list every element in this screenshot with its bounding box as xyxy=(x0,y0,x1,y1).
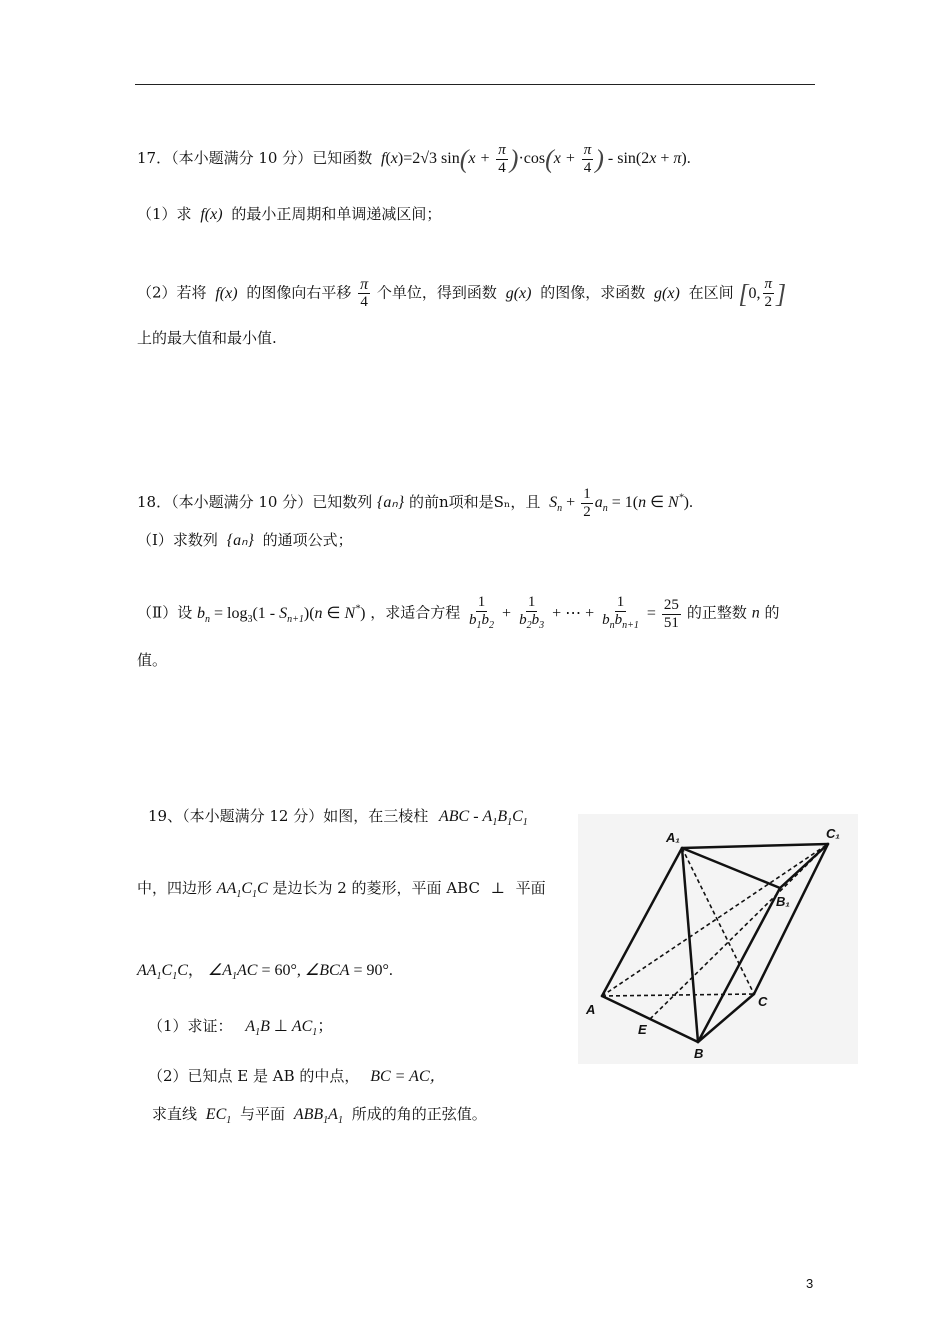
label-c1: C₁ xyxy=(826,826,840,841)
q17-interval: [0, $\frac{\pi}{2}$ ] xyxy=(738,276,787,311)
label-b1: B₁ xyxy=(776,894,790,909)
q17-part2 xyxy=(137,276,786,311)
q19-p1-math: $A_1B$ ⊥ $AC_1$； xyxy=(245,1018,334,1039)
prism-figure xyxy=(578,814,858,1064)
q18-mid: 的前n项和是Sₙ，且 xyxy=(408,493,541,512)
q17-p1-pre: （1）求 xyxy=(137,205,192,223)
q17-shift-fraction: $\frac{\pi}{4}$ xyxy=(360,276,369,310)
q17-part1 xyxy=(137,204,441,225)
q17-head xyxy=(137,142,691,177)
q19-part2 xyxy=(148,1066,446,1087)
label-e: E xyxy=(638,1022,647,1037)
q19-line2 xyxy=(137,878,546,905)
q19-p2-math: BC = AC， xyxy=(370,1068,446,1085)
q19-l2-post: 平面 xyxy=(515,879,546,897)
q19-p1-pre: （1）求证： xyxy=(148,1017,233,1035)
label-b: B xyxy=(694,1046,704,1061)
q17-part2-tail xyxy=(137,328,277,348)
q19-p3-plane: $ABB_1A_1$ xyxy=(293,1106,343,1127)
q19-p3-ec: $EC_1$ xyxy=(205,1106,232,1127)
q19-quad: $AA_1C_1C$ xyxy=(216,880,268,901)
q19-l2-pre: 中，四边形 xyxy=(137,879,213,897)
q19-conditions: $AA_1C_1C$， $\angle A_1AC = 60^\circ$, ∠BCA = 90°. xyxy=(137,962,393,983)
q17-p2-c: 个单位，得到函数 xyxy=(376,283,497,302)
q18-condition: $S_n$ + $\frac{1}{2}$ $a_n = 1(n$ ∈ N*). xyxy=(549,486,693,520)
q18-p2-mid: ，求适合方程 xyxy=(370,603,461,622)
q17-p2-e: 在区间 xyxy=(688,283,734,302)
label-a1: A₁ xyxy=(666,830,680,845)
q19-perp: ⊥ xyxy=(490,879,505,897)
q19-prism: ABC - $A_1B_1C_1$ xyxy=(439,808,528,829)
q18-part2-end xyxy=(137,650,167,670)
q19-part1 xyxy=(148,1016,333,1043)
q19-line3 xyxy=(137,960,393,987)
q18-p2-n: n xyxy=(751,604,760,622)
q18-set: {aₙ} xyxy=(377,494,405,512)
label-a: A xyxy=(586,1002,596,1017)
q19-p2-pre: （2）已知点 E 是 AB 的中点， xyxy=(148,1067,360,1085)
q19-l2-mid: 是边长为 2 的菱形，平面 ABC xyxy=(272,879,480,897)
q17-p2-gx: g(x) xyxy=(505,284,532,302)
q18-p2-last: 值。 xyxy=(137,651,168,669)
q18-head xyxy=(137,486,693,521)
q18-p2-post: 的正整数 xyxy=(686,603,747,622)
label-c: C xyxy=(758,994,768,1009)
q19-part2-question xyxy=(152,1104,487,1131)
q18-p1-pre: （Ⅰ）求数列 xyxy=(137,531,218,549)
page-number: 3 xyxy=(806,1276,814,1291)
q18-part2 xyxy=(137,594,779,634)
q18-part1 xyxy=(137,530,353,551)
q18-p2-tail: 的 xyxy=(764,603,780,622)
q18-bn: $b_n = \log_3(1 - S_{n+1})(n$ ∈ N*) xyxy=(196,603,366,625)
q19-head-text: 19、（本小题满分 12 分）如图，在三棱柱 xyxy=(148,807,429,825)
q18-head-text: 18．（本小题满分 10 分）已知数列 xyxy=(137,493,373,512)
q18-p1-set: {aₙ} xyxy=(226,532,254,549)
q19-p3-mid: 与平面 xyxy=(240,1105,286,1123)
q17-p2-b: 的图像向右平移 xyxy=(246,283,352,302)
q17-p2-gx2: g(x) xyxy=(654,284,680,302)
q17-p2-fx: f(x) xyxy=(215,284,238,302)
q17-p2-d: 的图像，求函数 xyxy=(540,283,646,302)
q17-p1-fx: f(x) xyxy=(200,206,223,223)
q19-p3-post: 所成的角的正弦值。 xyxy=(351,1105,487,1123)
q17-p1-post: 的最小正周期和单调递减区间； xyxy=(231,205,442,223)
q17-p2-a: （2）若将 xyxy=(137,283,207,302)
q19-p3-pre: 求直线 xyxy=(152,1105,198,1123)
q17-formula: f(x)=2√3 sin(x + $\frac{\pi}{4}$ )·cos(x + $\frac{\pi}{4}$ ) - sin(2x + π). xyxy=(381,142,691,176)
q19-head xyxy=(148,806,528,833)
q17-head-text: 17．（本小题满分 10 分）已知函数 xyxy=(137,149,373,168)
q18-p1-post: 的通项公式； xyxy=(262,531,353,549)
q17-p2-f: 上的最大值和最小值. xyxy=(137,329,277,347)
q18-equation: $\frac{1}{b_1b_2}$ + $\frac{1}{b_2b_3}$ + ⋯ + $\frac{1}{b_nb_{n+1}}$ = $\frac{25}{51}$ xyxy=(469,594,679,631)
q18-p2-pre: （Ⅱ）设 xyxy=(137,603,193,622)
header-rule xyxy=(135,84,815,85)
